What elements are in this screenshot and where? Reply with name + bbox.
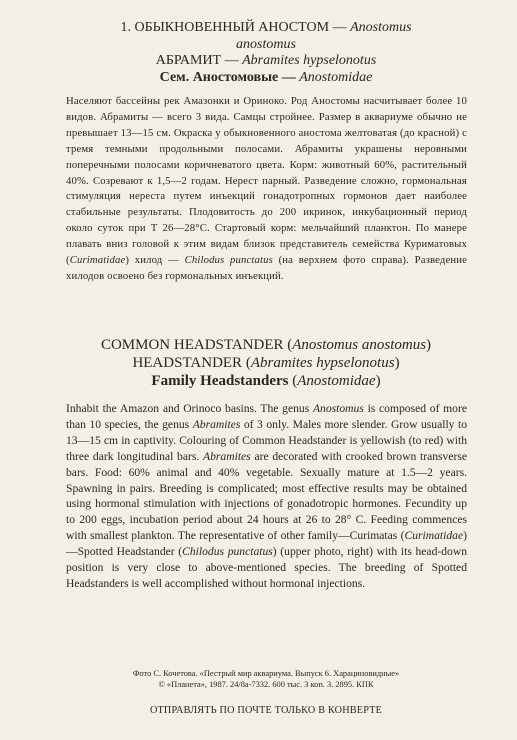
english-title-line-2: HEADSTANDER (Abramites hypselonotus)	[132, 355, 400, 371]
russian-title-block	[66, 20, 466, 86]
english-family-line: Family Headstanders (Anostomidae)	[151, 373, 381, 389]
english-title-line-1: COMMON HEADSTANDER (Anostomus anostomus)	[100, 337, 432, 353]
photo-credit	[66, 668, 466, 690]
russian-title-line-1: 1. ОБЫКНОВЕННЫЙ АНОСТОМ — Anostomus	[120, 20, 412, 35]
english-description: Inhabit the Amazon and Orinoco basins. The genus Anostomus is composed of more than 10 species, the genus Abramites of 3 only. Males more slender. Grow usually to 13—15 cm in captivity. Colouring of Common Headstander is yellowish (to red) with three dark longitudinal bars. Abramites are decorated with crooked brown transverse bars. Food: 60% animal and 40% vegetable. Sexually mature at 1.5—2 years. Spawning in pairs. Breeding is complicated; most effective results may be obtained using hormonal stimulation with injections of gonadotropic hormones. Fecundity up to 200 eggs, incubation period about 24 hours at 26 to 28° C. Feeding commences with smallest plankton. The representative of other family—Curimatas (Curimatidae)—Spotted Headstander (Chilodus punctatus) (upper photo, right) with its head-down position is very close to above-mentioned species. The breeding of Spotted Headstanders is well accomplished without hormonal injections.	[66, 402, 468, 590]
russian-title-line-3: АБРАМИТ — Abramites hypselonotus	[155, 53, 377, 68]
russian-description: Населяют бассейны рек Амазонки и Ориноко. Род Аностомы насчитывает более 10 видов. Абрамиты — всего 3 вида. Самцы стройнее. Размер в аквариуме обычно не превышает 13—15 см. Окраска у обыкновенного аностома желтоватая (до красной) с тремя темными продольными полосами. Абрамиты украшены неровными поперечными полосами коричневатого цвета. Корм: животный 60%, растительный 40%. Созревают к 1,5—2 годам. Нерест парный. Разведение сложно, гормональная стимуляция нереста путем инъекций гонадотропных гормонов дает наиболее стабильные результаты. Плодовитость до 200 икринок, инкубационный период около суток при Т 26—28°С. Стартовый корм: мельчайший планктон. По манере плавать вниз головой к этим видам близок представитель семейства Куриматовых (Curimatidae) хилод — Chilodus punctatus (на верхнем фото справа). Разведение хилодов освоено без гормональных инъекций.	[66, 95, 467, 282]
credit-line-2: © «Планета», 1987. 24/8а-7332. 600 тыс. 3 коп. 3. 2895. КПК	[158, 680, 374, 689]
english-title-block	[66, 336, 466, 390]
credit-line-1: Фото С. Кочетова. «Пестрый мир аквариума. Выпуск 6. Харациновидные»	[132, 669, 400, 678]
russian-title-line-2: anostomus	[236, 36, 296, 52]
mailing-instruction: ОТПРАВЛЯТЬ ПО ПОЧТЕ ТОЛЬКО В КОНВЕРТЕ	[149, 705, 383, 716]
russian-family-line: Сем. Аностомовые — Anostomidae	[159, 69, 373, 85]
